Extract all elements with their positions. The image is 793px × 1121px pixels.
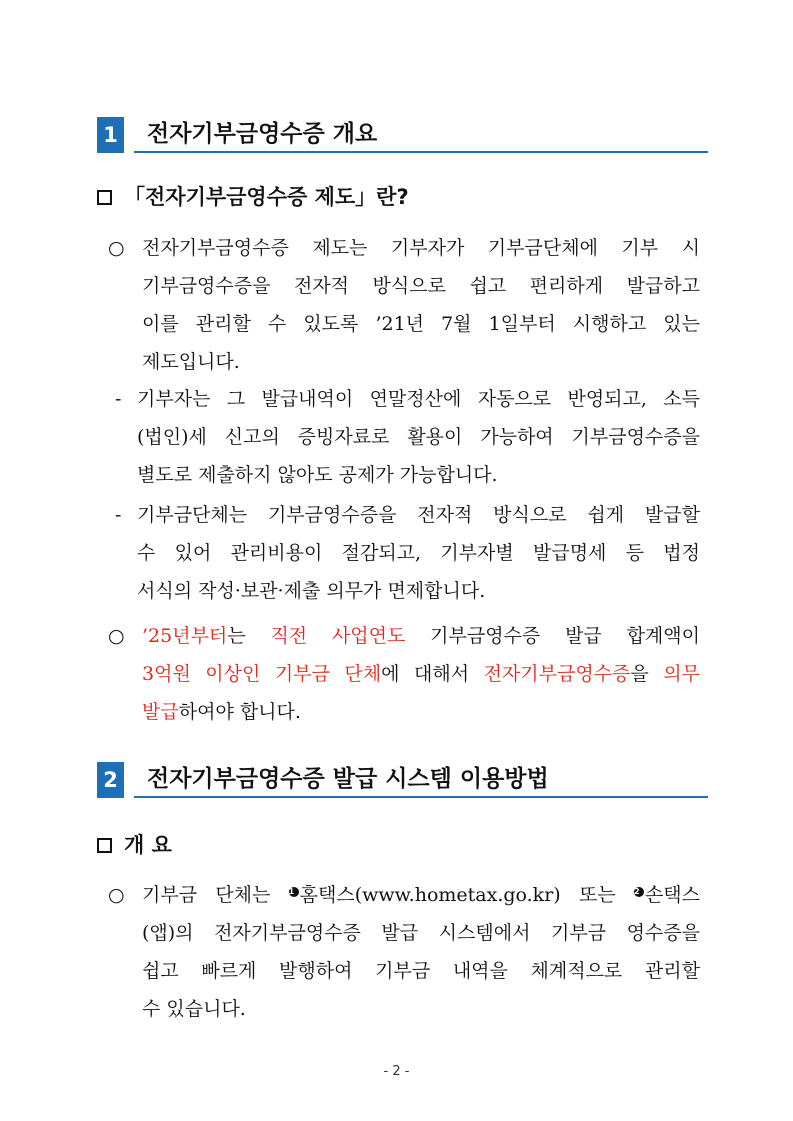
paragraph-line (142, 617, 700, 655)
section-title: 전자기부금영수증 개요 (147, 121, 378, 147)
highlight-text: 전자기부금영수증 (483, 663, 631, 685)
text: 손택스 (644, 884, 700, 906)
highlight-text: 의무 (663, 663, 700, 685)
paragraph-line (142, 693, 700, 731)
sub-heading (97, 182, 409, 212)
highlight-text: ’25년부터 (142, 625, 228, 647)
section-number-badge: 2 (97, 762, 124, 798)
paragraph-dash (115, 380, 700, 494)
paragraph-line: 전자기부금영수증 제도는 기부자가 기부금단체에 기부 시 (142, 237, 700, 259)
circled-number-1-icon: 1 (289, 887, 299, 897)
text: 기부금영수증 발급 합계액이 (405, 625, 700, 647)
section-2-heading (97, 762, 708, 798)
dash-marker: - (115, 504, 122, 526)
paragraph-line: 기부자는 그 발급내역이 연말정산에 자동으로 반영되고, 소득 (137, 388, 700, 410)
text: 는 (227, 625, 271, 647)
checkbox-square-icon (97, 838, 112, 853)
paragraph-line: 제도입니다. (142, 351, 240, 373)
paragraph-line: 수 있어 관리비용이 절감되고, 기부자별 발급명세 등 법정 (137, 542, 700, 564)
paragraph-line: (앱)의 전자기부금영수증 발급 시스템에서 기부금 영수증을 (142, 922, 700, 944)
text: 기부금 단체는 (142, 884, 289, 906)
text: 홈택스(www.hometax.go.kr) 또는 (299, 884, 634, 906)
circle-bullet-marker: ○ (108, 237, 125, 259)
paragraph-line: 쉽고 빠르게 발행하여 기부금 내역을 체계적으로 관리할 (142, 960, 700, 982)
text: 을 (630, 663, 664, 685)
circle-bullet-marker: ○ (108, 884, 125, 906)
circled-number-2-icon: 2 (634, 887, 644, 897)
paragraph-line: 기부금단체는 기부금영수증을 전자적 방식으로 쉽게 발급할 (137, 504, 700, 526)
paragraph-line (142, 876, 700, 914)
section-underline (134, 151, 708, 153)
highlight-text: 직전 사업연도 (270, 625, 406, 647)
checkbox-square-icon (97, 190, 112, 205)
circle-bullet-marker: ○ (108, 625, 125, 647)
paragraph-line (142, 655, 700, 693)
section-title: 전자기부금영수증 발급 시스템 이용방법 (147, 766, 549, 792)
section-1-heading (97, 117, 708, 153)
paragraph-line: (법인)세 신고의 증빙자료로 활용이 가능하여 기부금영수증을 (137, 426, 700, 448)
paragraph-bullet (108, 617, 700, 731)
section-underline (134, 796, 708, 798)
section-number-badge: 1 (97, 117, 124, 153)
text: 하여야 합니다. (178, 701, 301, 723)
highlight-text: 3억원 이상인 기부금 단체 (142, 663, 382, 685)
highlight-text: 발급 (142, 701, 179, 723)
paragraph-bullet (108, 876, 700, 1028)
sub-heading-text: 개 요 (124, 833, 172, 857)
sub-heading (97, 830, 172, 860)
text: 에 대해서 (381, 663, 484, 685)
paragraph-line: 수 있습니다. (142, 998, 246, 1020)
paragraph-line: 서식의 작성·보관·제출 의무가 면제합니다. (137, 580, 486, 602)
paragraph-dash (115, 496, 700, 610)
paragraph-line: 기부금영수증을 전자적 방식으로 쉽고 편리하게 발급하고 (142, 275, 700, 297)
paragraph-line: 이를 관리할 수 있도록 ’21년 7월 1일부터 시행하고 있는 (142, 313, 700, 335)
page-number: - 2 - (383, 1064, 410, 1079)
sub-heading-text: 「전자기부금영수증 제도」란? (124, 185, 409, 209)
paragraph-bullet (108, 229, 700, 381)
paragraph-line: 별도로 제출하지 않아도 공제가 가능합니다. (137, 464, 498, 486)
dash-marker: - (115, 388, 122, 410)
